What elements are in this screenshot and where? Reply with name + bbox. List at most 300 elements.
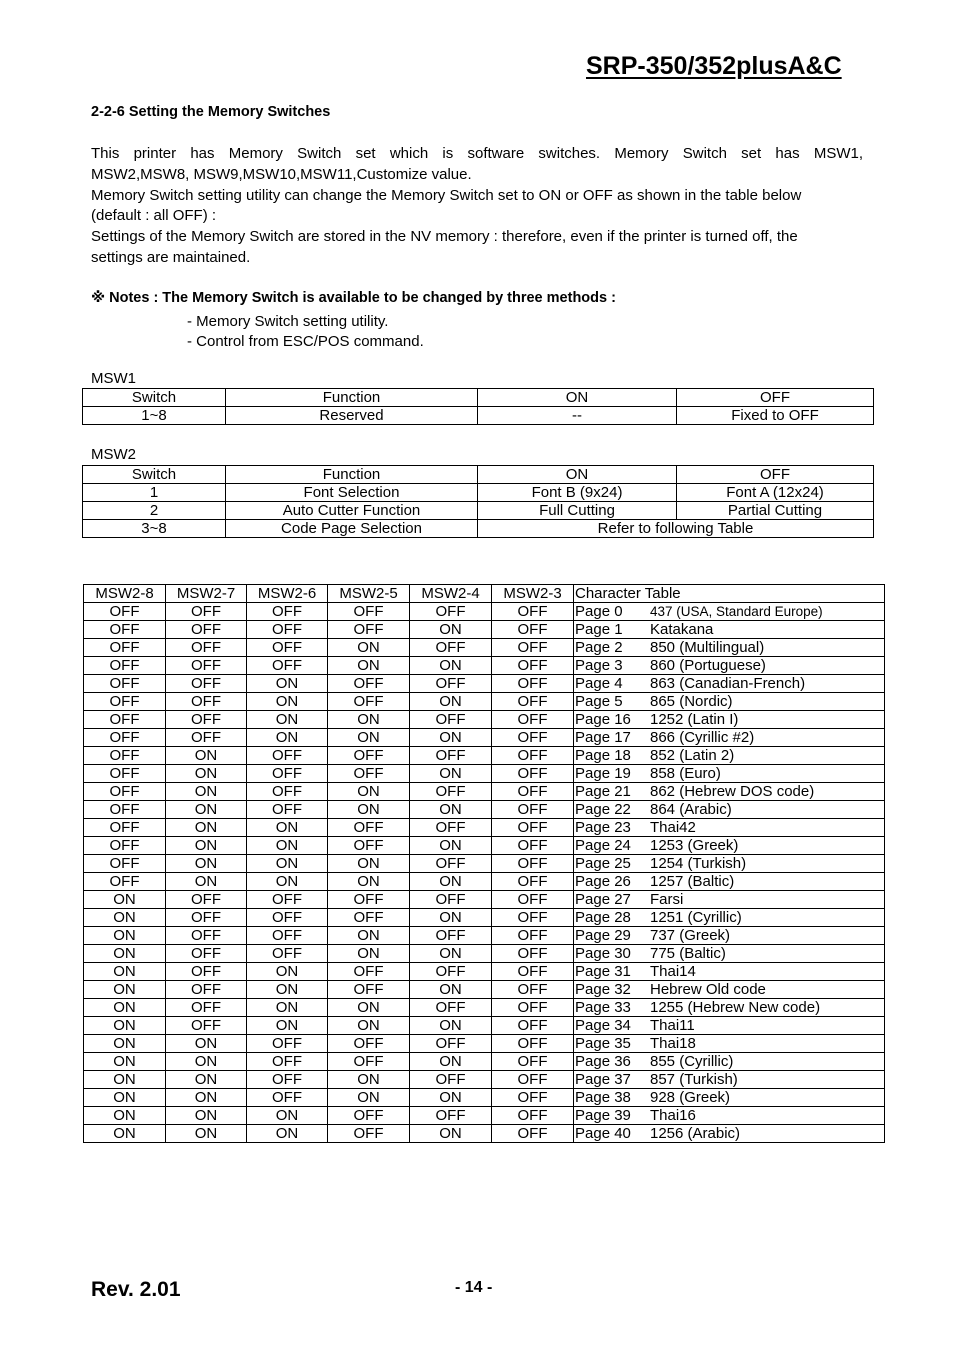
character-table-cell xyxy=(574,657,885,675)
switch-state-cell: OFF xyxy=(247,801,328,819)
switch-state-cell: OFF xyxy=(166,693,247,711)
table-row xyxy=(84,603,885,621)
switch-state-cell: OFF xyxy=(410,927,492,945)
switch-state-cell: OFF xyxy=(247,783,328,801)
switch-state-cell: OFF xyxy=(247,1053,328,1071)
table-row xyxy=(84,855,885,873)
switch-state-cell: ON xyxy=(410,1089,492,1107)
switch-state-cell: OFF xyxy=(247,621,328,639)
table-cell: Full Cutting xyxy=(478,502,677,520)
switch-state-cell: ON xyxy=(328,945,410,963)
switch-state-cell: OFF xyxy=(166,891,247,909)
switch-state-cell: ON xyxy=(410,801,492,819)
switch-state-cell: ON xyxy=(328,1089,410,1107)
switch-state-cell: OFF xyxy=(247,657,328,675)
switch-state-cell: OFF xyxy=(247,927,328,945)
table-row xyxy=(84,1107,885,1125)
switch-state-cell: OFF xyxy=(328,1053,410,1071)
switch-state-cell: OFF xyxy=(84,801,166,819)
switch-state-cell: ON xyxy=(166,837,247,855)
code-page-number: Page 34 xyxy=(575,1017,631,1034)
switch-state-cell: ON xyxy=(84,981,166,999)
switch-state-cell: ON xyxy=(328,657,410,675)
code-page-number: Page 32 xyxy=(575,981,631,998)
switch-state-cell: OFF xyxy=(410,783,492,801)
switch-state-cell: ON xyxy=(84,1107,166,1125)
switch-state-cell: ON xyxy=(166,1107,247,1125)
switch-state-cell: OFF xyxy=(410,675,492,693)
switch-state-cell: OFF xyxy=(492,891,574,909)
switch-state-cell: ON xyxy=(247,729,328,747)
switch-state-cell: OFF xyxy=(166,999,247,1017)
code-page-number: Page 37 xyxy=(575,1071,631,1088)
character-table-cell xyxy=(574,783,885,801)
table-cell: Font Selection xyxy=(226,484,478,502)
switch-state-cell: ON xyxy=(84,1089,166,1107)
switch-state-cell: ON xyxy=(410,873,492,891)
table-row xyxy=(84,1125,885,1143)
code-page-number: Page 1 xyxy=(575,621,623,638)
code-page-name: 855 (Cyrillic) xyxy=(650,1053,734,1070)
switch-state-cell: OFF xyxy=(84,765,166,783)
switch-state-cell: OFF xyxy=(492,1053,574,1071)
code-page-name: 737 (Greek) xyxy=(650,927,731,944)
switch-state-cell: OFF xyxy=(410,639,492,657)
switch-state-cell: OFF xyxy=(84,783,166,801)
code-page-name: Thai14 xyxy=(650,963,696,980)
character-table-cell xyxy=(574,693,885,711)
table-row xyxy=(84,657,885,675)
switch-state-cell: OFF xyxy=(410,603,492,621)
code-page-name: Farsi xyxy=(650,891,684,908)
table-row xyxy=(84,621,885,639)
switch-state-cell: OFF xyxy=(84,855,166,873)
switch-state-cell: ON xyxy=(328,801,410,819)
table-cell: Font A (12x24) xyxy=(677,484,874,502)
code-page-name: 863 (Canadian-French) xyxy=(650,675,806,692)
switch-state-cell: ON xyxy=(84,1125,166,1143)
table-row xyxy=(84,765,885,783)
header-cell: ON xyxy=(478,466,677,484)
switch-state-cell: OFF xyxy=(492,621,574,639)
switch-state-cell: OFF xyxy=(328,891,410,909)
switch-state-cell: OFF xyxy=(166,927,247,945)
switch-state-cell: OFF xyxy=(492,675,574,693)
switch-state-cell: OFF xyxy=(492,711,574,729)
intro-line: (default : all OFF) : xyxy=(91,207,217,225)
switch-state-cell: OFF xyxy=(166,963,247,981)
code-page-name: 1257 (Baltic) xyxy=(650,873,735,890)
switch-state-cell: ON xyxy=(410,765,492,783)
switch-state-cell: OFF xyxy=(247,1071,328,1089)
switch-state-cell: OFF xyxy=(166,1017,247,1035)
character-table-cell xyxy=(574,837,885,855)
switch-state-cell: OFF xyxy=(247,747,328,765)
code-page-name: 437 (USA, Standard Europe) xyxy=(650,604,823,619)
switch-state-cell: ON xyxy=(166,1035,247,1053)
table-cell: Code Page Selection xyxy=(226,520,478,538)
switch-state-cell: OFF xyxy=(492,999,574,1017)
character-table-cell xyxy=(574,747,885,765)
switch-state-cell: ON xyxy=(410,693,492,711)
switch-state-cell: OFF xyxy=(84,639,166,657)
switch-state-cell: OFF xyxy=(84,621,166,639)
switch-state-cell: ON xyxy=(166,855,247,873)
switch-state-cell: OFF xyxy=(84,693,166,711)
code-page-number: Page 26 xyxy=(575,873,631,890)
switch-state-cell: OFF xyxy=(328,603,410,621)
switch-state-cell: OFF xyxy=(166,729,247,747)
switch-state-cell: OFF xyxy=(410,1107,492,1125)
switch-state-cell: OFF xyxy=(166,639,247,657)
code-page-number: Page 23 xyxy=(575,819,631,836)
switch-state-cell: OFF xyxy=(84,819,166,837)
switch-state-cell: OFF xyxy=(247,603,328,621)
character-table-cell xyxy=(574,1125,885,1143)
character-table-cell xyxy=(574,639,885,657)
switch-state-cell: OFF xyxy=(492,873,574,891)
switch-state-cell: OFF xyxy=(166,711,247,729)
character-table-cell xyxy=(574,819,885,837)
page-number: - 14 - xyxy=(455,1279,493,1296)
code-page-name: Thai42 xyxy=(650,819,696,836)
table-cell: Reserved xyxy=(226,407,478,425)
code-page-number: Page 28 xyxy=(575,909,631,926)
switch-state-cell: OFF xyxy=(328,621,410,639)
intro-text xyxy=(91,144,863,269)
table-row xyxy=(83,484,874,502)
switch-state-cell: ON xyxy=(410,945,492,963)
table-row xyxy=(83,520,874,538)
switch-state-cell: ON xyxy=(328,873,410,891)
switch-state-cell: ON xyxy=(410,1017,492,1035)
msw1-table xyxy=(82,388,874,425)
switch-state-cell: OFF xyxy=(166,657,247,675)
character-table-cell xyxy=(574,891,885,909)
switch-state-cell: ON xyxy=(410,837,492,855)
code-page-number: Page 35 xyxy=(575,1035,631,1052)
switch-state-cell: OFF xyxy=(492,603,574,621)
switch-state-cell: OFF xyxy=(492,1071,574,1089)
table-row xyxy=(84,819,885,837)
switch-state-cell: OFF xyxy=(328,675,410,693)
code-page-number: Page 3 xyxy=(575,657,623,674)
notes-item: - Memory Switch setting utility. xyxy=(187,313,389,330)
switch-state-cell: OFF xyxy=(84,837,166,855)
switch-state-cell: OFF xyxy=(410,711,492,729)
table-row xyxy=(84,891,885,909)
table-row xyxy=(84,909,885,927)
switch-state-cell: OFF xyxy=(492,1089,574,1107)
character-table-cell xyxy=(574,909,885,927)
header-cell: Character Table xyxy=(574,585,885,603)
switch-state-cell: OFF xyxy=(410,855,492,873)
code-page-number: Page 21 xyxy=(575,783,631,800)
switch-state-cell: OFF xyxy=(84,729,166,747)
code-page-name: 852 (Latin 2) xyxy=(650,747,735,764)
switch-state-cell: OFF xyxy=(328,1107,410,1125)
character-table-cell xyxy=(574,855,885,873)
table-row xyxy=(84,1053,885,1071)
switch-state-cell: OFF xyxy=(328,747,410,765)
msw1-caption: MSW1 xyxy=(91,370,136,387)
switch-state-cell: ON xyxy=(166,873,247,891)
code-page-number: Page 0 xyxy=(575,603,623,620)
table-row xyxy=(84,1089,885,1107)
switch-state-cell: OFF xyxy=(84,711,166,729)
table-row xyxy=(83,407,874,425)
intro-line: settings are maintained. xyxy=(91,248,251,266)
switch-state-cell: ON xyxy=(328,927,410,945)
code-page-name: 862 (Hebrew DOS code) xyxy=(650,783,815,800)
switch-state-cell: ON xyxy=(166,1125,247,1143)
table-cell: Auto Cutter Function xyxy=(226,502,478,520)
header-cell: Switch xyxy=(83,466,226,484)
code-page-number: Page 22 xyxy=(575,801,631,818)
code-page-number: Page 36 xyxy=(575,1053,631,1070)
table-row xyxy=(84,729,885,747)
character-table-cell xyxy=(574,981,885,999)
switch-state-cell: ON xyxy=(247,693,328,711)
code-page-name: 850 (Multilingual) xyxy=(650,639,765,656)
code-page-name: Katakana xyxy=(650,621,714,638)
character-table-cell xyxy=(574,873,885,891)
revision-label: Rev. 2.01 xyxy=(91,1278,181,1301)
switch-state-cell: ON xyxy=(410,981,492,999)
code-page-number: Page 2 xyxy=(575,639,623,656)
switch-state-cell: ON xyxy=(166,747,247,765)
character-table-cell xyxy=(574,999,885,1017)
switch-state-cell: ON xyxy=(166,765,247,783)
table-row xyxy=(84,675,885,693)
switch-state-cell: OFF xyxy=(247,909,328,927)
switch-state-cell: OFF xyxy=(247,639,328,657)
switch-state-cell: ON xyxy=(247,1107,328,1125)
code-page-name: 1251 (Cyrillic) xyxy=(650,909,742,926)
intro-line: MSW2,MSW8, MSW9,MSW10,MSW11,Customize value. xyxy=(91,165,472,183)
switch-state-cell: ON xyxy=(410,1053,492,1071)
character-table-cell xyxy=(574,603,885,621)
switch-state-cell: ON xyxy=(247,837,328,855)
switch-state-cell: ON xyxy=(328,855,410,873)
table-row xyxy=(84,783,885,801)
table-header-row xyxy=(83,389,874,407)
header-cell: OFF xyxy=(677,466,874,484)
code-page-name: 1252 (Latin I) xyxy=(650,711,739,728)
character-table-cell xyxy=(574,621,885,639)
switch-state-cell: OFF xyxy=(166,981,247,999)
intro-line: This printer has Memory Switch set which is software switches. Memory Switch set has MSW1, xyxy=(91,145,863,162)
table-row xyxy=(84,1035,885,1053)
header-cell: Function xyxy=(226,389,478,407)
code-page-name: 1256 (Arabic) xyxy=(650,1125,741,1142)
switch-state-cell: ON xyxy=(247,711,328,729)
switch-state-cell: ON xyxy=(328,1017,410,1035)
table-row xyxy=(84,945,885,963)
switch-state-cell: OFF xyxy=(410,963,492,981)
switch-state-cell: OFF xyxy=(166,909,247,927)
switch-state-cell: OFF xyxy=(328,693,410,711)
code-page-number: Page 33 xyxy=(575,999,631,1016)
switch-state-cell: ON xyxy=(166,801,247,819)
table-row xyxy=(84,837,885,855)
notes-item: - Control from ESC/POS command. xyxy=(187,333,424,350)
switch-state-cell: OFF xyxy=(492,1125,574,1143)
switch-state-cell: ON xyxy=(410,909,492,927)
switch-state-cell: ON xyxy=(247,1125,328,1143)
table-cell: Fixed to OFF xyxy=(677,407,874,425)
code-page-name: 857 (Turkish) xyxy=(650,1071,738,1088)
character-table-cell xyxy=(574,765,885,783)
msw2-table xyxy=(82,465,874,538)
character-table-cell xyxy=(574,729,885,747)
code-page-number: Page 38 xyxy=(575,1089,631,1106)
code-page-table xyxy=(83,584,885,1143)
header-cell: MSW2-7 xyxy=(166,585,247,603)
switch-state-cell: ON xyxy=(410,729,492,747)
table-cell: Refer to following Table xyxy=(478,520,874,538)
switch-state-cell: OFF xyxy=(492,747,574,765)
table-cell: 3~8 xyxy=(83,520,226,538)
switch-state-cell: ON xyxy=(84,963,166,981)
table-cell: -- xyxy=(478,407,677,425)
switch-state-cell: ON xyxy=(84,927,166,945)
switch-state-cell: ON xyxy=(328,999,410,1017)
switch-state-cell: OFF xyxy=(328,819,410,837)
table-row xyxy=(83,502,874,520)
table-row xyxy=(84,963,885,981)
code-page-number: Page 19 xyxy=(575,765,631,782)
table-cell: Font B (9x24) xyxy=(478,484,677,502)
switch-state-cell: OFF xyxy=(492,819,574,837)
intro-line: Settings of the Memory Switch are stored in the NV memory : therefore, even if the printer is turned off, the xyxy=(91,228,798,246)
character-table-cell xyxy=(574,1071,885,1089)
section-heading: 2-2-6 Setting the Memory Switches xyxy=(91,104,331,120)
switch-state-cell: OFF xyxy=(492,729,574,747)
character-table-cell xyxy=(574,1017,885,1035)
character-table-cell xyxy=(574,963,885,981)
table-row xyxy=(84,1071,885,1089)
code-page-number: Page 29 xyxy=(575,927,631,944)
switch-state-cell: OFF xyxy=(84,675,166,693)
table-header-row xyxy=(84,585,885,603)
switch-state-cell: OFF xyxy=(328,963,410,981)
switch-state-cell: ON xyxy=(84,891,166,909)
switch-state-cell: OFF xyxy=(410,819,492,837)
switch-state-cell: ON xyxy=(410,657,492,675)
switch-state-cell: ON xyxy=(84,945,166,963)
code-page-number: Page 24 xyxy=(575,837,631,854)
table-row xyxy=(84,639,885,657)
switch-state-cell: OFF xyxy=(247,1089,328,1107)
switch-state-cell: OFF xyxy=(84,603,166,621)
switch-state-cell: ON xyxy=(166,819,247,837)
switch-state-cell: ON xyxy=(247,855,328,873)
table-row xyxy=(84,693,885,711)
document-title: SRP-350/352plusA&C xyxy=(586,52,842,80)
code-page-name: 858 (Euro) xyxy=(650,765,721,782)
switch-state-cell: ON xyxy=(328,639,410,657)
switch-state-cell: OFF xyxy=(84,657,166,675)
switch-state-cell: OFF xyxy=(410,1035,492,1053)
switch-state-cell: OFF xyxy=(328,837,410,855)
character-table-cell xyxy=(574,1035,885,1053)
switch-state-cell: OFF xyxy=(166,621,247,639)
switch-state-cell: ON xyxy=(247,675,328,693)
table-row xyxy=(84,747,885,765)
header-cell: OFF xyxy=(677,389,874,407)
switch-state-cell: OFF xyxy=(247,891,328,909)
switch-state-cell: OFF xyxy=(410,891,492,909)
table-header-row xyxy=(83,466,874,484)
switch-state-cell: ON xyxy=(328,711,410,729)
code-page-name: 928 (Greek) xyxy=(650,1089,731,1106)
switch-state-cell: ON xyxy=(247,1017,328,1035)
switch-state-cell: OFF xyxy=(492,945,574,963)
switch-state-cell: OFF xyxy=(247,1035,328,1053)
switch-state-cell: ON xyxy=(410,1125,492,1143)
code-page-number: Page 31 xyxy=(575,963,631,980)
switch-state-cell: OFF xyxy=(492,657,574,675)
header-cell: MSW2-3 xyxy=(492,585,574,603)
character-table-cell xyxy=(574,1053,885,1071)
code-page-name: 866 (Cyrillic #2) xyxy=(650,729,755,746)
switch-state-cell: ON xyxy=(328,1071,410,1089)
character-table-cell xyxy=(574,927,885,945)
code-page-name: Thai18 xyxy=(650,1035,696,1052)
character-table-cell xyxy=(574,711,885,729)
switch-state-cell: ON xyxy=(328,729,410,747)
intro-line: Memory Switch setting utility can change the Memory Switch set to ON or OFF as shown in the table below xyxy=(91,186,802,204)
code-page-name: 1255 (Hebrew New code) xyxy=(650,999,821,1016)
code-page-name: 1253 (Greek) xyxy=(650,837,739,854)
header-cell: MSW2-4 xyxy=(410,585,492,603)
table-row xyxy=(84,999,885,1017)
switch-state-cell: OFF xyxy=(492,801,574,819)
switch-state-cell: OFF xyxy=(84,873,166,891)
code-page-number: Page 17 xyxy=(575,729,631,746)
notes-heading: ※ Notes : The Memory Switch is available to be changed by three methods : xyxy=(91,290,616,306)
header-cell: ON xyxy=(478,389,677,407)
code-page-name: 864 (Arabic) xyxy=(650,801,732,818)
switch-state-cell: OFF xyxy=(492,639,574,657)
switch-state-cell: OFF xyxy=(492,855,574,873)
table-row xyxy=(84,873,885,891)
switch-state-cell: OFF xyxy=(492,927,574,945)
switch-state-cell: OFF xyxy=(328,1125,410,1143)
switch-state-cell: OFF xyxy=(247,765,328,783)
switch-state-cell: OFF xyxy=(166,675,247,693)
switch-state-cell: OFF xyxy=(328,981,410,999)
code-page-number: Page 4 xyxy=(575,675,623,692)
switch-state-cell: ON xyxy=(247,981,328,999)
switch-state-cell: OFF xyxy=(492,909,574,927)
switch-state-cell: ON xyxy=(166,1089,247,1107)
table-row xyxy=(84,801,885,819)
switch-state-cell: OFF xyxy=(410,747,492,765)
switch-state-cell: ON xyxy=(84,909,166,927)
code-page-name: 1254 (Turkish) xyxy=(650,855,747,872)
switch-state-cell: ON xyxy=(247,873,328,891)
switch-state-cell: OFF xyxy=(328,909,410,927)
switch-state-cell: OFF xyxy=(84,747,166,765)
switch-state-cell: OFF xyxy=(492,783,574,801)
switch-state-cell: OFF xyxy=(492,765,574,783)
code-page-name: 775 (Baltic) xyxy=(650,945,726,962)
table-cell: 1~8 xyxy=(83,407,226,425)
switch-state-cell: ON xyxy=(247,819,328,837)
code-page-name: 865 (Nordic) xyxy=(650,693,733,710)
